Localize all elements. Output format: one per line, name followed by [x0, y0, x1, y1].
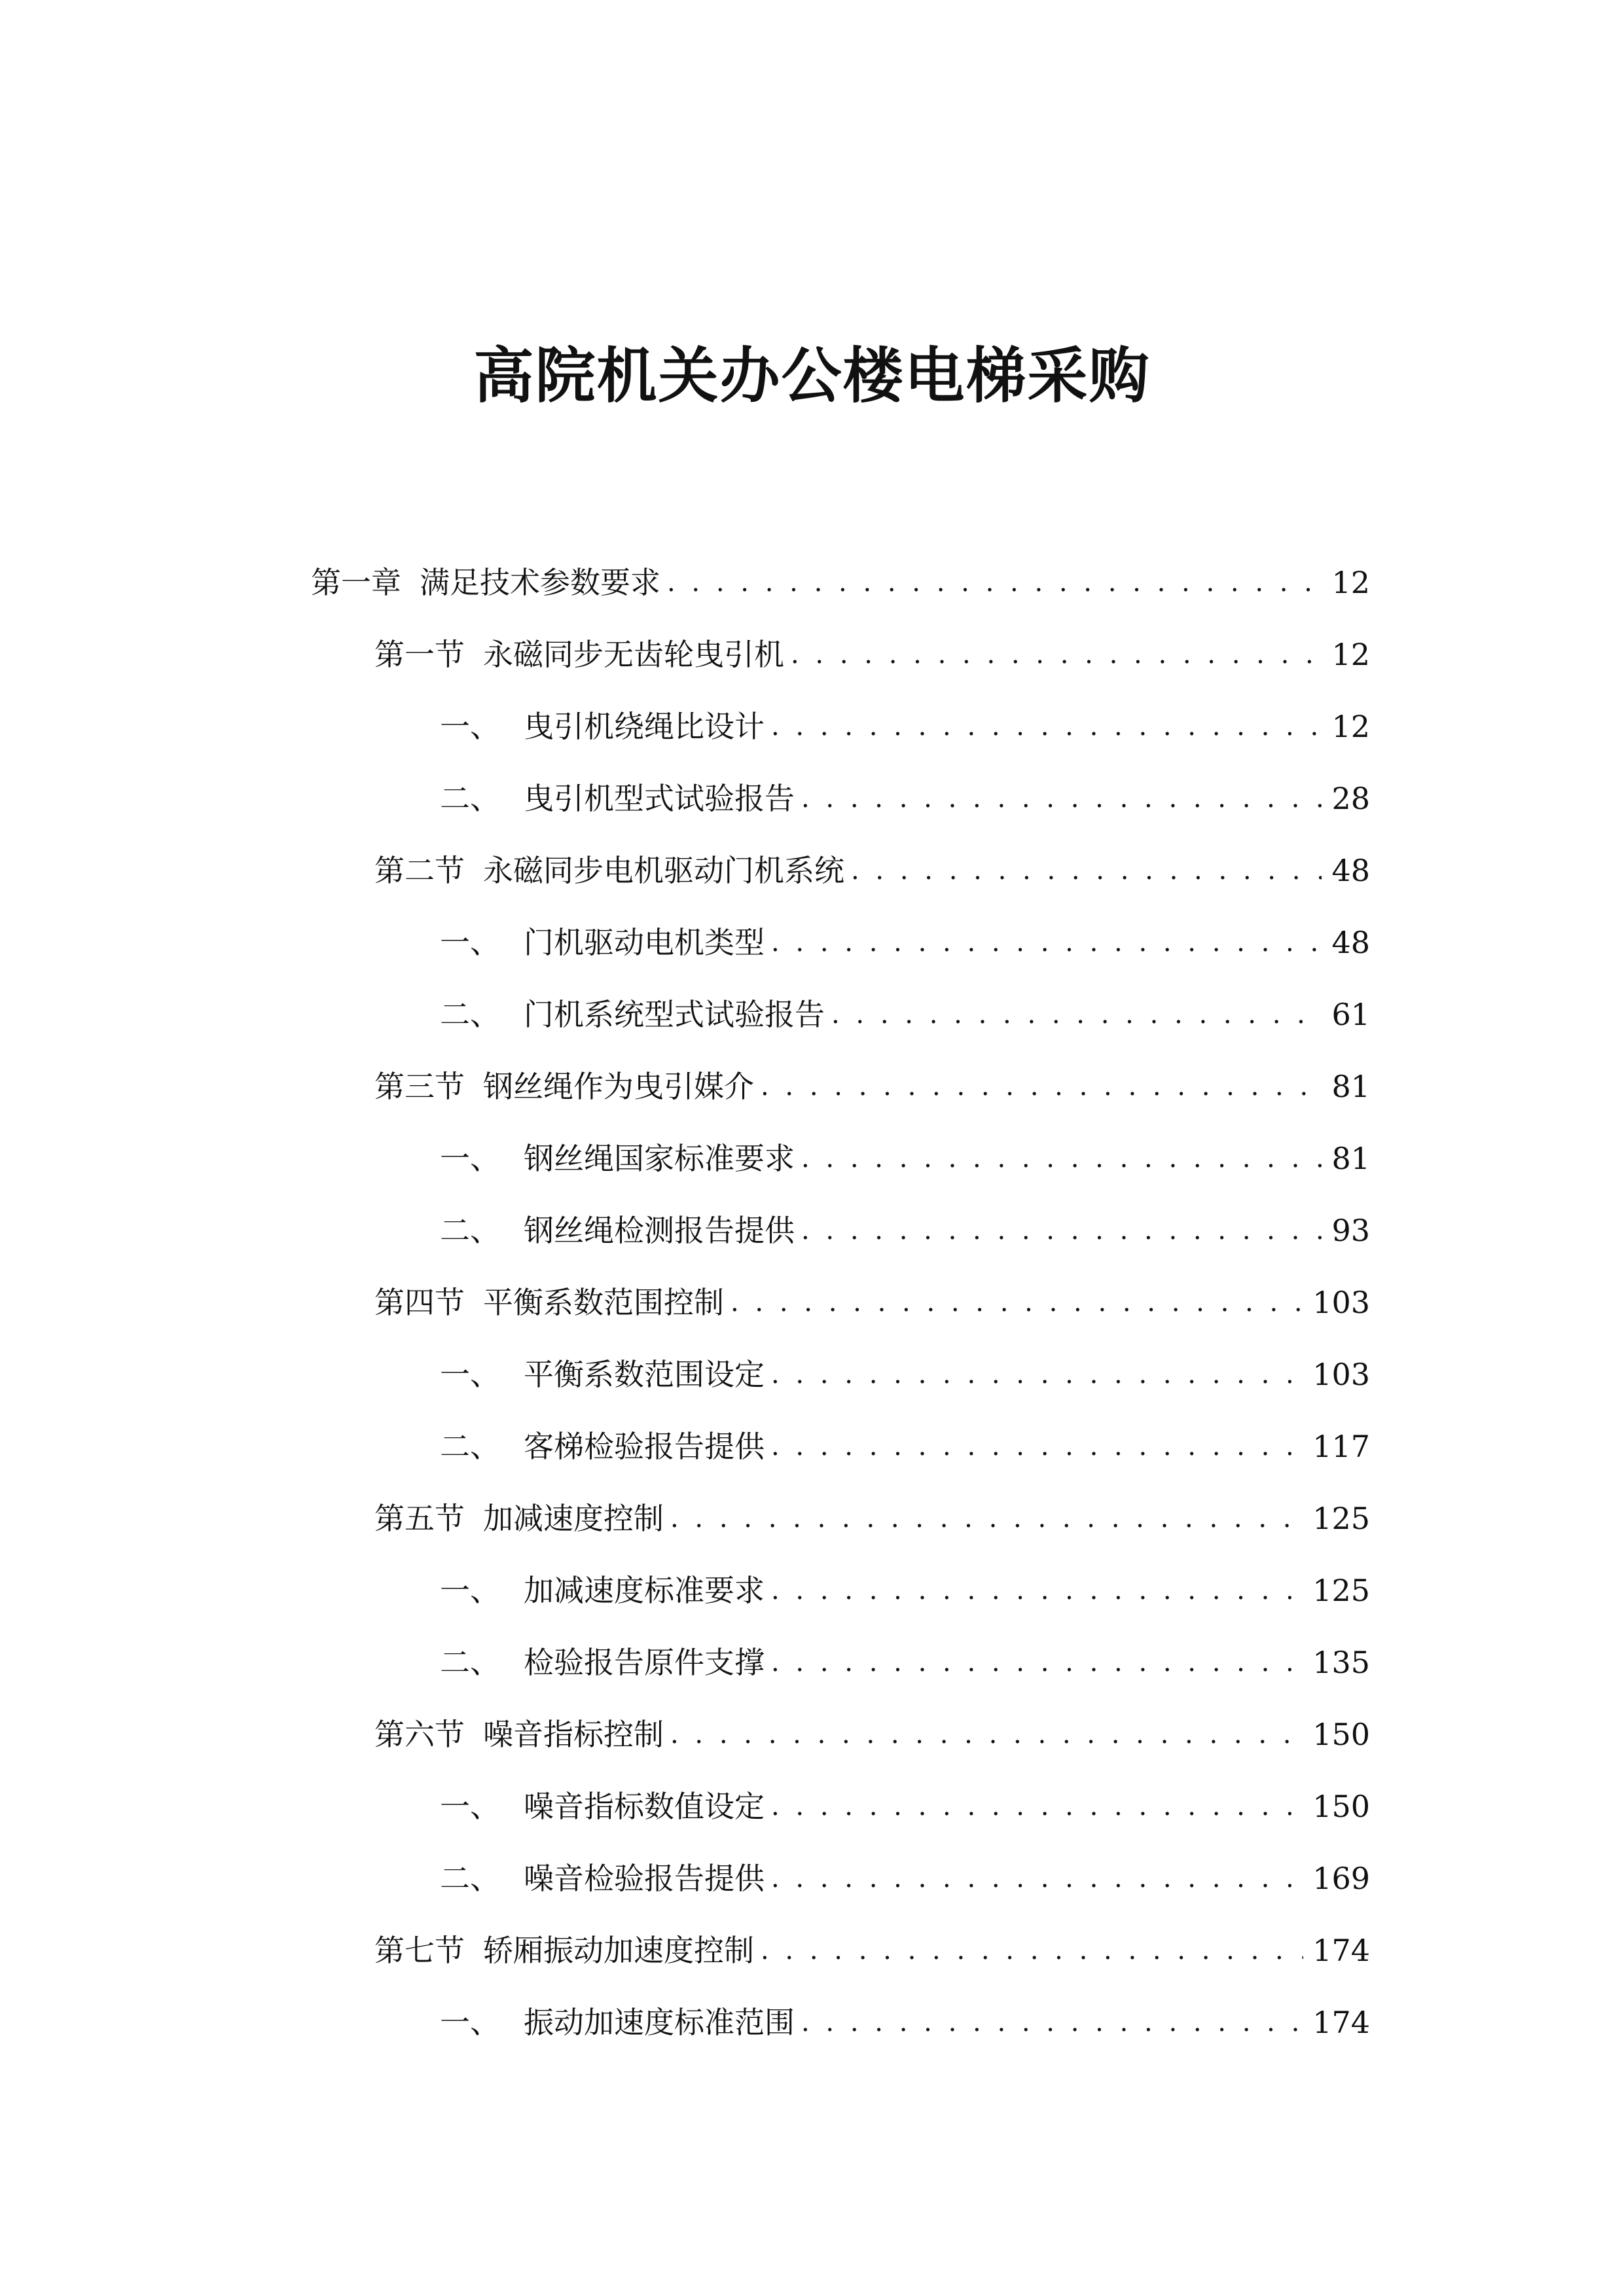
- toc-entry-item[interactable]: [440, 1636, 1370, 1689]
- dot-leader: [791, 628, 1322, 681]
- toc-entry-title: 钢丝绳检测报告提供: [524, 1213, 795, 1248]
- toc-entry-title: 门机系统型式试验报告: [524, 997, 825, 1032]
- toc-entry-section-2[interactable]: [374, 844, 1370, 897]
- toc-entry-item[interactable]: [440, 916, 1370, 969]
- toc-entry-number: 一、: [440, 1789, 500, 1824]
- dot-leader: [771, 700, 1322, 753]
- toc-entry-title: 门机驱动电机类型: [524, 925, 765, 960]
- toc-entry-number: 二、: [440, 1861, 500, 1896]
- toc-entry-number: 二、: [440, 997, 500, 1032]
- toc-entry-item[interactable]: [440, 1348, 1370, 1401]
- toc-entry-page: 135: [1312, 1645, 1370, 1680]
- toc-entry-page: 103: [1312, 1357, 1370, 1392]
- toc-entry-section-3[interactable]: [374, 1060, 1370, 1113]
- dot-leader: [771, 1564, 1303, 1617]
- toc-entry-page: 48: [1331, 853, 1370, 888]
- toc-entry-number: 第五节: [374, 1501, 465, 1536]
- toc-entry-item[interactable]: [440, 1996, 1370, 2049]
- toc-entry-item[interactable]: [440, 1420, 1370, 1473]
- toc-entry-title: 永磁同步电机驱动门机系统: [483, 853, 844, 888]
- toc-entry-number: 二、: [440, 1429, 500, 1464]
- toc-entry-title: 平衡系数范围设定: [524, 1357, 765, 1392]
- toc-entry-item[interactable]: [440, 988, 1370, 1041]
- dot-leader: [667, 556, 1322, 609]
- toc-entry-section-6[interactable]: [374, 1708, 1370, 1761]
- dot-leader: [670, 1492, 1303, 1545]
- toc-entry-item[interactable]: [440, 1852, 1370, 1905]
- toc-entry-number: 一、: [440, 709, 500, 744]
- toc-entry-section-7[interactable]: [374, 1924, 1370, 1977]
- toc-entry-page: 61: [1331, 997, 1370, 1032]
- toc-entry-page: 150: [1312, 1717, 1370, 1752]
- dot-leader: [670, 1708, 1303, 1761]
- toc-entry-page: 125: [1312, 1501, 1370, 1536]
- toc-entry-title: 噪音指标数值设定: [524, 1789, 765, 1824]
- toc-entry-title: 平衡系数范围控制: [483, 1285, 724, 1320]
- toc-entry-title: 钢丝绳作为曳引媒介: [483, 1069, 754, 1104]
- toc-entry-number: 一、: [440, 1357, 500, 1392]
- page-title: 高院机关办公楼电梯采购: [473, 341, 1151, 411]
- toc-entry-title: 振动加速度标准范围: [524, 2005, 795, 2040]
- toc-entry-title: 轿厢振动加速度控制: [483, 1933, 754, 1968]
- dot-leader: [771, 1420, 1303, 1473]
- toc-entry-page: 93: [1331, 1213, 1370, 1248]
- dot-leader: [771, 1348, 1303, 1401]
- toc-entry-title: 检验报告原件支撑: [524, 1645, 765, 1680]
- toc-entry-title: 满足技术参数要求: [420, 565, 660, 600]
- toc-entry-number: 二、: [440, 1213, 500, 1248]
- toc-entry-page: 12: [1331, 709, 1370, 744]
- toc-entry-item[interactable]: [440, 772, 1370, 825]
- toc-entry-item[interactable]: [440, 1204, 1370, 1257]
- toc-entry-page: 174: [1312, 1933, 1370, 1968]
- toc-entry-page: 81: [1331, 1141, 1370, 1176]
- toc-entry-page: 12: [1331, 565, 1370, 600]
- toc-entry-item[interactable]: [440, 1564, 1370, 1617]
- toc-entry-number: 第四节: [374, 1285, 465, 1320]
- dot-leader: [761, 1060, 1322, 1113]
- toc-entry-number: 二、: [440, 781, 500, 816]
- toc-entry-title: 客梯检验报告提供: [524, 1429, 765, 1464]
- toc-entry-number: 第三节: [374, 1069, 465, 1104]
- dot-leader: [801, 1996, 1303, 2049]
- toc-entry-section-1[interactable]: [374, 628, 1370, 681]
- dot-leader: [831, 988, 1322, 1041]
- toc-entry-page: 103: [1312, 1285, 1370, 1320]
- toc-entry-page: 169: [1312, 1861, 1370, 1896]
- dot-leader: [731, 1276, 1303, 1329]
- dot-leader: [801, 772, 1322, 825]
- toc-entry-title: 曳引机型式试验报告: [524, 781, 795, 816]
- dot-leader: [801, 1204, 1322, 1257]
- dot-leader: [771, 1780, 1303, 1833]
- toc-entry-number: 一、: [440, 1573, 500, 1608]
- toc-entry-page: 174: [1312, 2005, 1370, 2040]
- toc-entry-number: 一、: [440, 2005, 500, 2040]
- toc-entry-title: 加减速度控制: [483, 1501, 664, 1536]
- toc-entry-item[interactable]: [440, 1132, 1370, 1185]
- toc-entry-number: 第二节: [374, 853, 465, 888]
- toc-entry-number: 二、: [440, 1645, 500, 1680]
- toc-entry-number: 第六节: [374, 1717, 465, 1752]
- toc-entry-number: 一、: [440, 925, 500, 960]
- toc-entry-section-5[interactable]: [374, 1492, 1370, 1545]
- toc-entry-number: 第一节: [374, 637, 465, 672]
- toc-entry-chapter-1[interactable]: [311, 556, 1370, 609]
- toc-entry-item[interactable]: [440, 700, 1370, 753]
- toc-entry-title: 永磁同步无齿轮曳引机: [483, 637, 784, 672]
- toc-entry-number: 第一章: [311, 565, 401, 600]
- toc-entry-page: 12: [1331, 637, 1370, 672]
- toc-entry-title: 噪音指标控制: [483, 1717, 664, 1752]
- dot-leader: [801, 1132, 1322, 1185]
- toc-entry-title: 噪音检验报告提供: [524, 1861, 765, 1896]
- toc-entry-title: 钢丝绳国家标准要求: [524, 1141, 795, 1176]
- dot-leader: [771, 1636, 1303, 1689]
- toc-entry-page: 81: [1331, 1069, 1370, 1104]
- toc-entry-item[interactable]: [440, 1780, 1370, 1833]
- toc-entry-page: 117: [1312, 1429, 1370, 1464]
- toc-entry-number: 一、: [440, 1141, 500, 1176]
- toc-entry-page: 28: [1331, 781, 1370, 816]
- toc-entry-page: 150: [1312, 1789, 1370, 1824]
- dot-leader: [771, 1852, 1303, 1905]
- dot-leader: [771, 916, 1322, 969]
- toc-entry-title: 加减速度标准要求: [524, 1573, 765, 1608]
- toc-entry-title: 曳引机绕绳比设计: [524, 709, 765, 744]
- dot-leader: [761, 1924, 1303, 1977]
- toc-entry-page: 48: [1331, 925, 1370, 960]
- dot-leader: [851, 844, 1322, 897]
- toc-entry-number: 第七节: [374, 1933, 465, 1968]
- toc-entry-section-4[interactable]: [374, 1276, 1370, 1329]
- toc-entry-page: 125: [1312, 1573, 1370, 1608]
